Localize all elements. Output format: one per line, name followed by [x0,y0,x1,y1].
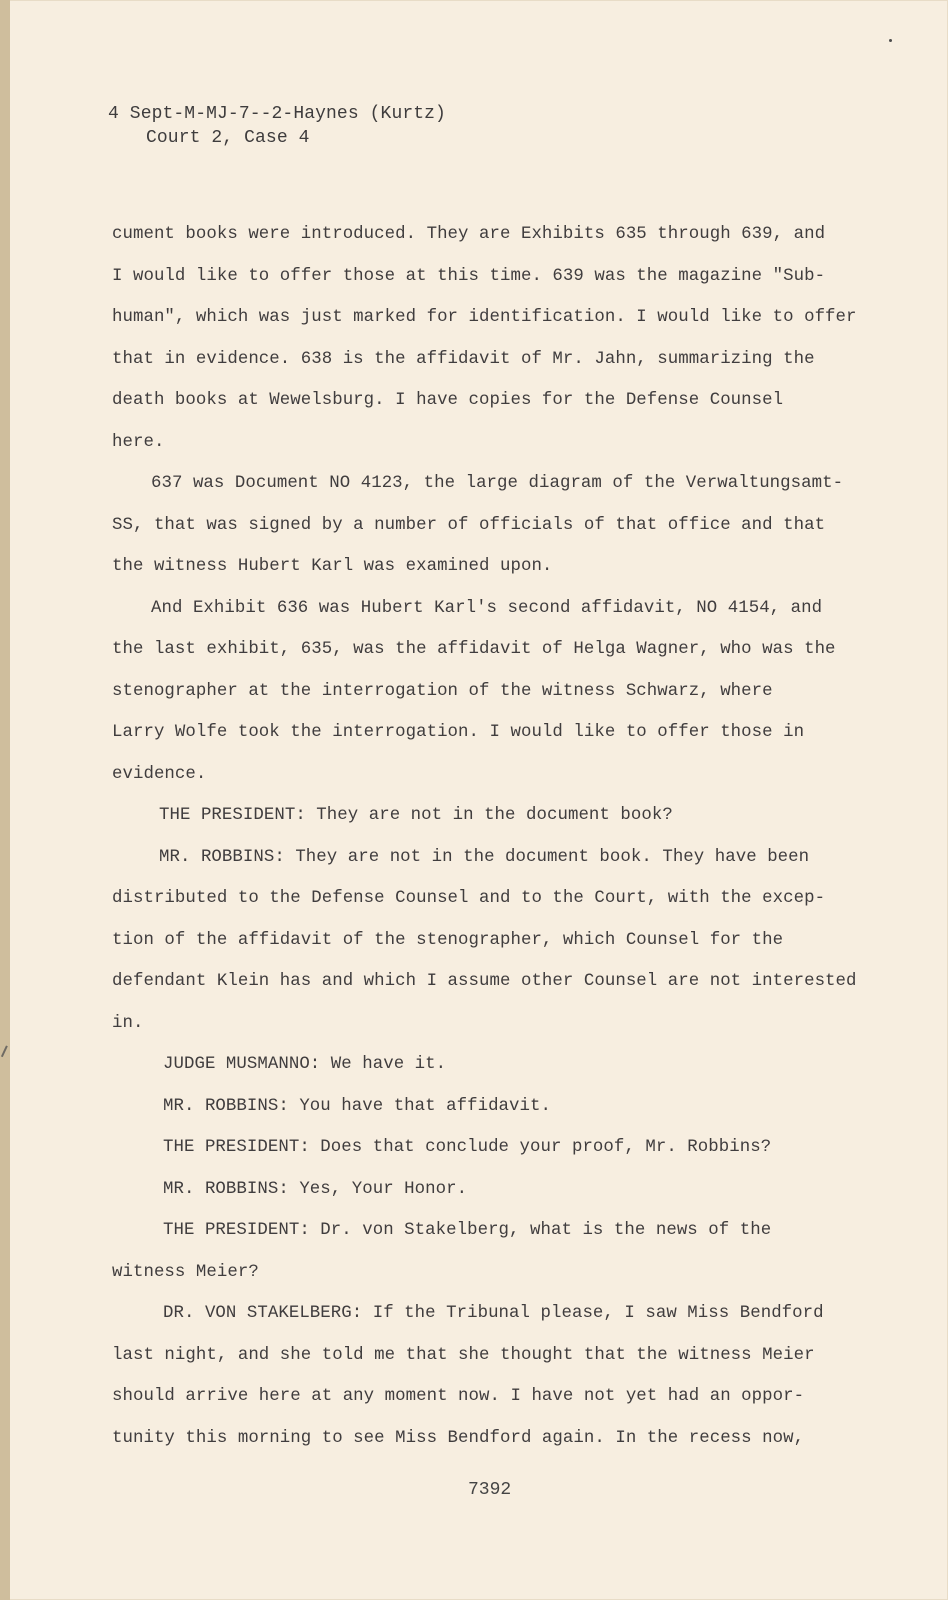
transcript-line: human", which was just marked for identification. I would like to offer [112,308,857,327]
header-court-case: Court 2, Case 4 [146,128,310,148]
transcript-line: the last exhibit, 635, was the affidavit of Helga Wagner, who was the [112,640,836,659]
transcript-line: SS, that was signed by a number of officials of that office and that [112,515,826,535]
transcript-line: witness Meier? [112,1262,259,1282]
header-reference: 4 Sept-M-MJ-7--2-Haynes (Kurtz) [108,104,446,124]
transcript-line: cument books were introduced. They are Exhibits 635 through 639, and [112,225,826,244]
speaker-line: THE PRESIDENT: Does that conclude your proof, Mr. Robbins? [163,1138,772,1157]
transcript-line: in. [112,1013,144,1033]
speaker-line: MR. ROBBINS: You have that affidavit. [163,1096,551,1116]
transcript-line: Larry Wolfe took the interrogation. I would like to offer those in [112,723,805,742]
paper-edge [0,0,10,1600]
transcript-line: death books at Wewelsburg. I have copies for the Defense Counsel [112,391,784,410]
transcript-line: 637 was Document NO 4123, the large diagram of the Verwaltungsamt- [151,474,844,493]
transcript-line: evidence. [112,764,207,784]
transcript-line: that in evidence. 638 is the affidavit of Mr. Jahn, summarizing the [112,349,815,369]
transcript-line: last night, and she told me that she thought that the witness Meier [112,1345,815,1365]
transcript-line: And Exhibit 636 was Hubert Karl's second affidavit, NO 4154, and [151,598,823,618]
document-header [108,102,446,150]
transcript-line: defendant Klein has and which I assume other Counsel are not interested [112,972,857,991]
speaker-line: MR. ROBBINS: Yes, Your Honor. [163,1179,468,1199]
speaker-line: MR. ROBBINS: They are not in the document book. They have been [159,847,810,867]
transcript-line: the witness Hubert Karl was examined upon. [112,557,553,576]
page-number: 7392 [468,1480,512,1500]
transcript-line: stenographer at the interrogation of the witness Schwarz, where [112,681,773,701]
transcript-line: tunity this morning to see Miss Bendford again. In the recess now, [112,1428,805,1448]
speaker-line: THE PRESIDENT: Dr. von Stakelberg, what is the news of the [163,1221,772,1240]
transcript-line: here. [112,432,165,452]
transcript-body [112,214,857,1459]
transcript-line: I would like to offer those at this time. 639 was the magazine "Sub- [112,266,826,286]
speaker-line: JUDGE MUSMANNO: We have it. [163,1055,447,1074]
transcript-line: distributed to the Defense Counsel and to the Court, with the excep- [112,889,826,908]
transcript-line: should arrive here at any moment now. I have not yet had an oppor- [112,1387,805,1406]
transcript-line: tion of the affidavit of the stenographer, which Counsel for the [112,930,784,950]
speaker-line: THE PRESIDENT: They are not in the document book? [159,806,673,825]
paper-speck [889,39,892,42]
speaker-line: DR. VON STAKELBERG: If the Tribunal please, I saw Miss Bendford [163,1304,824,1323]
